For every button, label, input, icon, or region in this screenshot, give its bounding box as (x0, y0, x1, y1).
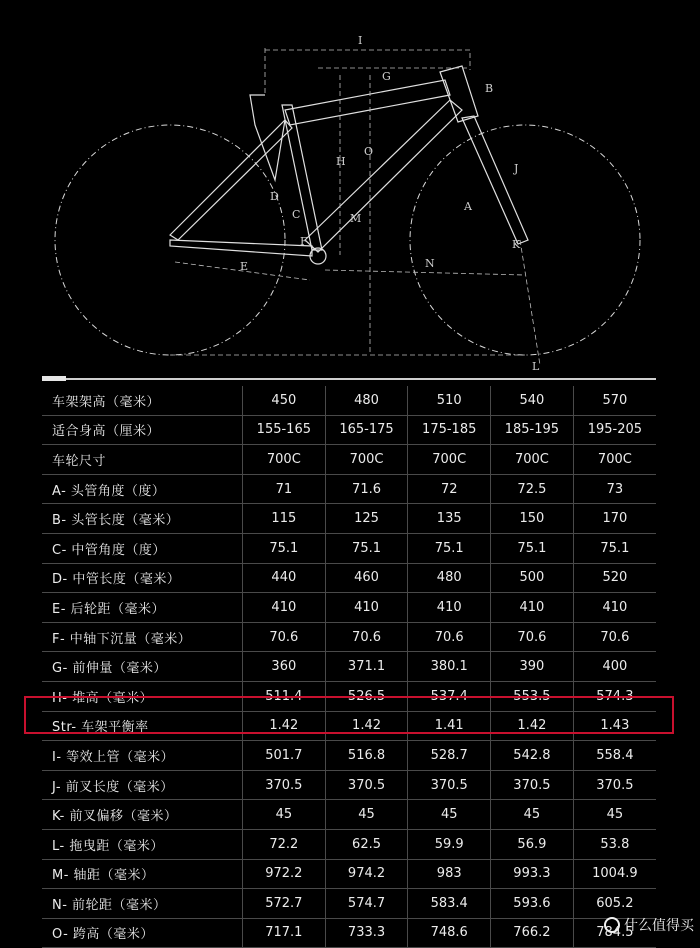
table-cell: 574.3 (573, 681, 656, 711)
geometry-table (42, 386, 656, 948)
table-cell: 115 (243, 504, 326, 534)
table-cell: 700C (408, 445, 491, 475)
table-row (42, 889, 656, 919)
table-cell: 717.1 (243, 918, 326, 948)
row-label: F- 中轴下沉量（毫米） (42, 622, 243, 652)
table-cell: 605.2 (573, 889, 656, 919)
table-cell: 748.6 (408, 918, 491, 948)
table-row (42, 859, 656, 889)
row-label: B- 头管长度（毫米） (42, 504, 243, 534)
table-cell: 700C (325, 445, 408, 475)
table-row (42, 504, 656, 534)
table-cell: 540 (491, 386, 574, 415)
table-cell: 574.7 (325, 889, 408, 919)
dim-label: K (512, 238, 521, 251)
table-cell: 370.5 (243, 770, 326, 800)
table-row (42, 622, 656, 652)
table-cell: 553.5 (491, 681, 574, 711)
table-cell: 480 (325, 386, 408, 415)
table-cell: 370.5 (325, 770, 408, 800)
table-cell: 370.5 (408, 770, 491, 800)
table-cell: 572.7 (243, 889, 326, 919)
table-cell: 1004.9 (573, 859, 656, 889)
table-cell: 195-205 (573, 415, 656, 445)
table-cell: 62.5 (325, 829, 408, 859)
table-cell: 511.4 (243, 681, 326, 711)
row-label: A- 头管角度（度） (42, 474, 243, 504)
table-cell: 528.7 (408, 741, 491, 771)
row-label: I- 等效上管（毫米） (42, 741, 243, 771)
table-cell: 150 (491, 504, 574, 534)
dim-label: F (300, 235, 308, 248)
table-cell: 784.5 (573, 918, 656, 948)
dim-label: O (364, 145, 374, 158)
table-cell: 570 (573, 386, 656, 415)
table-row (42, 770, 656, 800)
row-label: 车架架高（毫米） (42, 386, 243, 415)
chain-stay (170, 240, 312, 256)
table-cell: 410 (491, 593, 574, 623)
row-label: C- 中管角度（度） (42, 533, 243, 563)
watermark (604, 915, 694, 935)
watermark-logo-icon (604, 917, 620, 933)
dim-label: J (514, 162, 519, 175)
table-cell: 370.5 (573, 770, 656, 800)
table-cell: 45 (408, 800, 491, 830)
dim-label: C (292, 208, 301, 221)
dim-label: B (485, 82, 494, 95)
down-tube (305, 100, 462, 252)
table-cell: 56.9 (491, 829, 574, 859)
table-row (42, 386, 656, 415)
table-row (42, 652, 656, 682)
table-cell: 70.6 (408, 622, 491, 652)
seat-tube (282, 105, 322, 250)
table-cell: 450 (243, 386, 326, 415)
dim-label: M (350, 212, 362, 225)
table-cell: 170 (573, 504, 656, 534)
table-cell: 700C (243, 445, 326, 475)
table-cell: 1.42 (325, 711, 408, 741)
row-label: M- 轴距（毫米） (42, 859, 243, 889)
row-label: 适合身高（厘米） (42, 415, 243, 445)
table-cell: 185-195 (491, 415, 574, 445)
row-label: J- 前叉长度（毫米） (42, 770, 243, 800)
table-cell: 360 (243, 652, 326, 682)
row-label: E- 后轮距（毫米） (42, 593, 243, 623)
table-cell: 410 (243, 593, 326, 623)
table-cell: 410 (573, 593, 656, 623)
watermark-text: 什么值得买 (624, 918, 694, 934)
table-cell: 370.5 (491, 770, 574, 800)
table-cell: 45 (243, 800, 326, 830)
table-top-rule (42, 378, 656, 380)
row-label: 车轮尺寸 (42, 445, 243, 475)
table-row (42, 415, 656, 445)
row-label: H- 堆高（毫米） (42, 681, 243, 711)
dim-label: D (270, 190, 279, 203)
table-cell: 1.43 (573, 711, 656, 741)
seat-stay (170, 120, 292, 240)
table-cell: 371.1 (325, 652, 408, 682)
table-cell: 73 (573, 474, 656, 504)
table-cell: 125 (325, 504, 408, 534)
table-cell: 460 (325, 563, 408, 593)
table-cell: 135 (408, 504, 491, 534)
table-top-accent (42, 376, 66, 381)
table-cell: 410 (325, 593, 408, 623)
table-cell: 700C (573, 445, 656, 475)
dim-label: L (532, 360, 540, 373)
table-cell: 165-175 (325, 415, 408, 445)
table-cell: 1.41 (408, 711, 491, 741)
table-cell: 53.8 (573, 829, 656, 859)
table-cell: 510 (408, 386, 491, 415)
table-cell: 75.1 (325, 533, 408, 563)
table-cell: 558.4 (573, 741, 656, 771)
row-label: Str- 车架平衡率 (42, 711, 243, 741)
table-cell: 75.1 (408, 533, 491, 563)
table-cell: 983 (408, 859, 491, 889)
table-row (42, 829, 656, 859)
str-row-highlight (24, 696, 674, 734)
table-cell: 526.5 (325, 681, 408, 711)
table-cell: 70.6 (243, 622, 326, 652)
table-cell: 71 (243, 474, 326, 504)
dim-l (520, 240, 540, 365)
table-cell: 70.6 (573, 622, 656, 652)
row-label: K- 前叉偏移（毫米） (42, 800, 243, 830)
dim-label: I (358, 34, 363, 47)
table-cell: 974.2 (325, 859, 408, 889)
table-cell: 72.5 (491, 474, 574, 504)
table-cell: 390 (491, 652, 574, 682)
table-cell: 155-165 (243, 415, 326, 445)
row-label: G- 前伸量（毫米） (42, 652, 243, 682)
table-row (42, 593, 656, 623)
table-cell: 75.1 (573, 533, 656, 563)
table-cell: 500 (491, 563, 574, 593)
fork (462, 116, 528, 244)
row-label: L- 拖曳距（毫米） (42, 829, 243, 859)
table-row (42, 800, 656, 830)
table-cell: 501.7 (243, 741, 326, 771)
table-cell: 45 (491, 800, 574, 830)
front-wheel (410, 125, 640, 355)
table-row (42, 474, 656, 504)
table-cell: 175-185 (408, 415, 491, 445)
table-cell: 733.3 (325, 918, 408, 948)
dimension-lines (265, 50, 470, 70)
table-row (42, 563, 656, 593)
table-cell: 537.4 (408, 681, 491, 711)
dim-label: N (425, 257, 435, 270)
table-cell: 993.3 (491, 859, 574, 889)
table-row (42, 741, 656, 771)
top-tube (285, 80, 450, 125)
table-cell: 400 (573, 652, 656, 682)
table-cell: 380.1 (408, 652, 491, 682)
row-label: D- 中管长度（毫米） (42, 563, 243, 593)
table-cell: 972.2 (243, 859, 326, 889)
table-cell: 71.6 (325, 474, 408, 504)
dim-label: H (336, 155, 346, 168)
dim-label: E (240, 260, 249, 273)
table-cell: 70.6 (491, 622, 574, 652)
table-cell: 480 (408, 563, 491, 593)
table-cell: 766.2 (491, 918, 574, 948)
table-cell: 59.9 (408, 829, 491, 859)
table-cell: 45 (573, 800, 656, 830)
table-cell: 70.6 (325, 622, 408, 652)
row-label: N- 前轮距（毫米） (42, 889, 243, 919)
table-cell: 583.4 (408, 889, 491, 919)
table-row (42, 918, 656, 948)
dim-label: G (382, 70, 391, 83)
table-cell: 1.42 (243, 711, 326, 741)
table-cell: 440 (243, 563, 326, 593)
table-cell: 410 (408, 593, 491, 623)
dim-label: A (464, 200, 472, 213)
table-cell: 516.8 (325, 741, 408, 771)
table-cell: 700C (491, 445, 574, 475)
table-cell: 75.1 (243, 533, 326, 563)
table-cell: 75.1 (491, 533, 574, 563)
table-cell: 520 (573, 563, 656, 593)
table-cell: 542.8 (491, 741, 574, 771)
table-cell: 72.2 (243, 829, 326, 859)
dim-n (325, 270, 525, 275)
table-cell: 45 (325, 800, 408, 830)
table-row (42, 445, 656, 475)
table-cell: 593.6 (491, 889, 574, 919)
row-label: O- 跨高（毫米） (42, 918, 243, 948)
bike-geometry-diagram (0, 0, 700, 375)
table-cell: 1.42 (491, 711, 574, 741)
table-cell: 72 (408, 474, 491, 504)
table-row (42, 533, 656, 563)
